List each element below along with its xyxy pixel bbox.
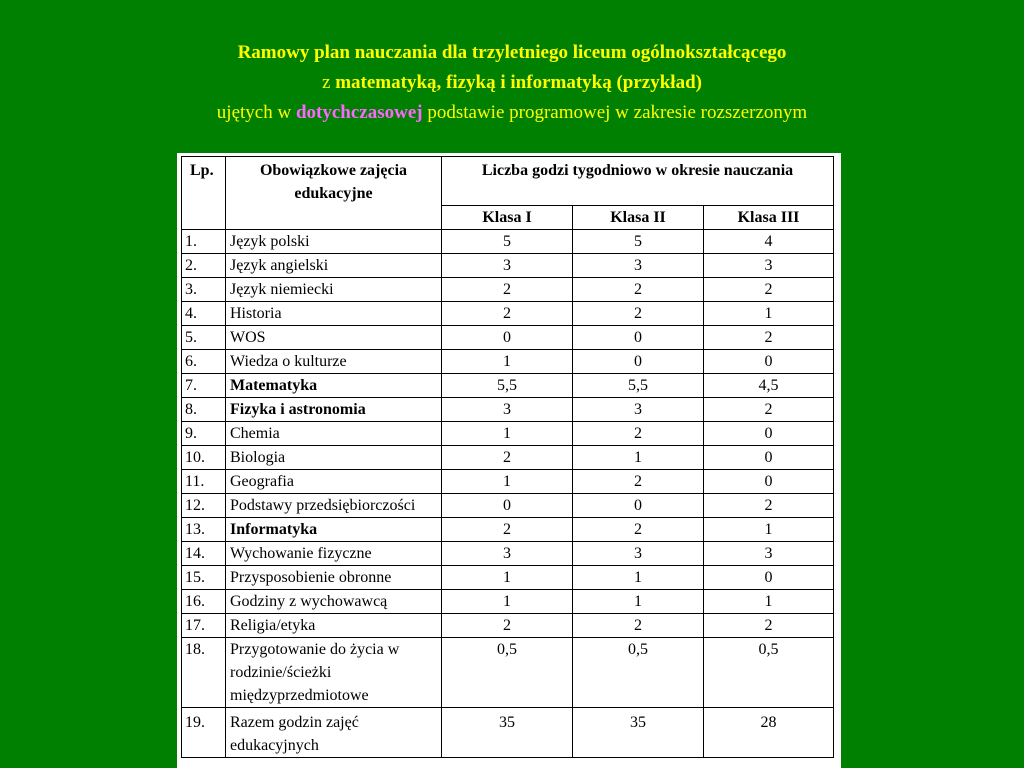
cell-lp: 3. xyxy=(182,278,226,302)
cell-class-1: 2 xyxy=(442,302,573,326)
cell-class-3: 4,5 xyxy=(704,374,834,398)
cell-class-3: 1 xyxy=(704,302,834,326)
cell-class-2: 2 xyxy=(573,470,704,494)
cell-lp: 16. xyxy=(182,590,226,614)
title-line-2-prefix: z xyxy=(322,72,336,93)
table-row xyxy=(182,350,834,374)
cell-subject: Chemia xyxy=(226,422,442,446)
cell-class-1: 0,5 xyxy=(442,638,573,708)
cell-class-1: 5,5 xyxy=(442,374,573,398)
table-row xyxy=(182,638,834,708)
cell-subject: Biologia xyxy=(226,446,442,470)
cell-class-1: 3 xyxy=(442,542,573,566)
cell-class-1: 1 xyxy=(442,590,573,614)
table-row xyxy=(182,470,834,494)
table-row xyxy=(182,326,834,350)
table-sheet xyxy=(177,153,841,768)
cell-class-2: 2 xyxy=(573,518,704,542)
cell-subject: Przysposobienie obronne xyxy=(226,566,442,590)
title-line-2 xyxy=(0,68,1024,98)
cell-lp: 17. xyxy=(182,614,226,638)
cell-lp: 1. xyxy=(182,230,226,254)
title-line-2-bold: matematyką, fizyką i informatyką (przykład) xyxy=(335,72,702,93)
cell-class-1: 3 xyxy=(442,398,573,422)
cell-class-2: 3 xyxy=(573,254,704,278)
table-row xyxy=(182,446,834,470)
cell-class-3: 0 xyxy=(704,350,834,374)
table-row xyxy=(182,302,834,326)
title-line-3-highlight: dotychczasowej xyxy=(295,102,423,123)
cell-class-3: 2 xyxy=(704,278,834,302)
header-hours: Liczba godzi tygodniowo w okresie nauczania xyxy=(442,157,834,206)
table-row xyxy=(182,518,834,542)
cell-class-1: 0 xyxy=(442,494,573,518)
cell-lp: 12. xyxy=(182,494,226,518)
cell-class-3: 0 xyxy=(704,446,834,470)
cell-lp: 14. xyxy=(182,542,226,566)
table-row xyxy=(182,230,834,254)
cell-class-3: 0 xyxy=(704,422,834,446)
cell-class-1: 2 xyxy=(442,518,573,542)
cell-subject: Fizyka i astronomia xyxy=(226,398,442,422)
cell-lp: 9. xyxy=(182,422,226,446)
header-subject: Obowiązkowe zajęcia edukacyjne xyxy=(226,157,442,230)
title-line-3-before: ujętych w xyxy=(216,102,296,123)
cell-class-1: 0 xyxy=(442,326,573,350)
header-lp: Lp. xyxy=(182,157,226,230)
cell-lp: 2. xyxy=(182,254,226,278)
cell-class-3: 1 xyxy=(704,518,834,542)
table-row xyxy=(182,566,834,590)
cell-class-1: 2 xyxy=(442,278,573,302)
cell-lp: 10. xyxy=(182,446,226,470)
cell-class-3: 0 xyxy=(704,470,834,494)
table-row xyxy=(182,614,834,638)
cell-class-3: 0,5 xyxy=(704,638,834,708)
cell-class-2: 1 xyxy=(573,566,704,590)
cell-class-2: 1 xyxy=(573,590,704,614)
cell-subject: Język polski xyxy=(226,230,442,254)
cell-class-2: 2 xyxy=(573,278,704,302)
cell-class-2: 2 xyxy=(573,614,704,638)
title-line-3 xyxy=(0,98,1024,128)
cell-subject: Religia/etyka xyxy=(226,614,442,638)
cell-class-3: 2 xyxy=(704,494,834,518)
cell-class-3: 0 xyxy=(704,566,834,590)
header-class-3: Klasa III xyxy=(704,206,834,230)
table-row xyxy=(182,374,834,398)
cell-subject: WOS xyxy=(226,326,442,350)
cell-subject: Historia xyxy=(226,302,442,326)
cell-class-3: 28 xyxy=(704,708,834,758)
cell-class-1: 1 xyxy=(442,566,573,590)
cell-class-2: 0,5 xyxy=(573,638,704,708)
table-body xyxy=(182,230,834,758)
cell-lp: 18. xyxy=(182,638,226,708)
cell-subject: Geografia xyxy=(226,470,442,494)
table-row xyxy=(182,708,834,758)
cell-subject: Razem godzin zajęć edukacyjnych xyxy=(226,708,442,758)
cell-lp: 19. xyxy=(182,708,226,758)
cell-class-1: 3 xyxy=(442,254,573,278)
cell-subject: Podstawy przedsiębiorczości xyxy=(226,494,442,518)
cell-class-2: 3 xyxy=(573,542,704,566)
cell-subject: Język niemiecki xyxy=(226,278,442,302)
cell-lp: 6. xyxy=(182,350,226,374)
cell-class-3: 3 xyxy=(704,254,834,278)
cell-class-2: 2 xyxy=(573,422,704,446)
cell-class-2: 5 xyxy=(573,230,704,254)
curriculum-table xyxy=(181,156,834,758)
cell-class-1: 1 xyxy=(442,422,573,446)
cell-lp: 13. xyxy=(182,518,226,542)
cell-subject: Matematyka xyxy=(226,374,442,398)
table-row xyxy=(182,422,834,446)
cell-class-2: 3 xyxy=(573,398,704,422)
cell-class-2: 35 xyxy=(573,708,704,758)
title-line-3-after: podstawie programowej w zakresie rozszerzonym xyxy=(422,102,808,123)
cell-class-2: 0 xyxy=(573,494,704,518)
slide-title xyxy=(0,38,1024,128)
cell-subject: Informatyka xyxy=(226,518,442,542)
title-line-1: Ramowy plan nauczania dla trzyletniego liceum ogólnokształcącego xyxy=(237,42,787,63)
cell-class-2: 1 xyxy=(573,446,704,470)
header-class-1: Klasa I xyxy=(442,206,573,230)
table-row xyxy=(182,278,834,302)
cell-lp: 8. xyxy=(182,398,226,422)
cell-class-1: 35 xyxy=(442,708,573,758)
cell-class-2: 0 xyxy=(573,326,704,350)
cell-subject: Język angielski xyxy=(226,254,442,278)
cell-class-1: 5 xyxy=(442,230,573,254)
cell-lp: 15. xyxy=(182,566,226,590)
cell-class-3: 2 xyxy=(704,398,834,422)
cell-lp: 4. xyxy=(182,302,226,326)
table-row xyxy=(182,494,834,518)
table-row xyxy=(182,254,834,278)
cell-class-3: 3 xyxy=(704,542,834,566)
cell-lp: 7. xyxy=(182,374,226,398)
cell-class-3: 4 xyxy=(704,230,834,254)
cell-class-3: 1 xyxy=(704,590,834,614)
cell-class-1: 1 xyxy=(442,470,573,494)
cell-class-2: 2 xyxy=(573,302,704,326)
cell-lp: 5. xyxy=(182,326,226,350)
table-row xyxy=(182,590,834,614)
cell-class-3: 2 xyxy=(704,614,834,638)
cell-subject: Przygotowanie do życia w rodzinie/ścieżki międzyprzedmiotowe xyxy=(226,638,442,708)
cell-subject: Wiedza o kulturze xyxy=(226,350,442,374)
cell-class-1: 1 xyxy=(442,350,573,374)
cell-subject: Wychowanie fizyczne xyxy=(226,542,442,566)
cell-subject: Godziny z wychowawcą xyxy=(226,590,442,614)
cell-class-1: 2 xyxy=(442,614,573,638)
table-row xyxy=(182,542,834,566)
header-class-2: Klasa II xyxy=(573,206,704,230)
cell-class-3: 2 xyxy=(704,326,834,350)
cell-class-1: 2 xyxy=(442,446,573,470)
cell-lp: 11. xyxy=(182,470,226,494)
cell-class-2: 5,5 xyxy=(573,374,704,398)
cell-class-2: 0 xyxy=(573,350,704,374)
table-row xyxy=(182,398,834,422)
